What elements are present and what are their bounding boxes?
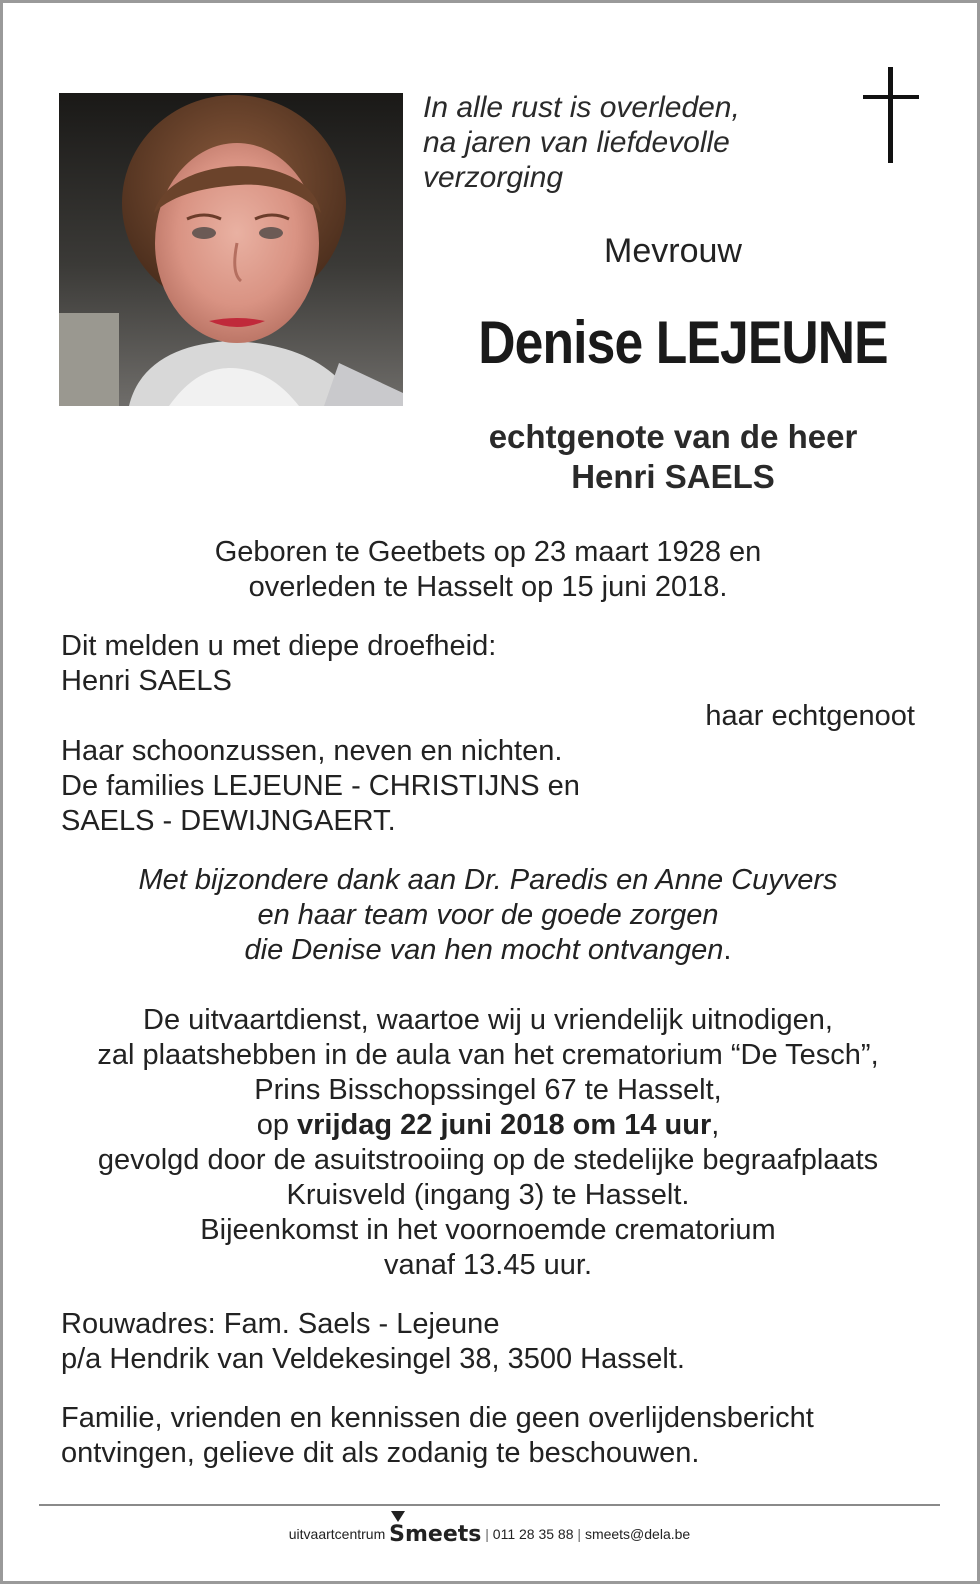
thanks-line: die Denise van hen mocht ontvangen	[244, 934, 724, 966]
spouse-line: echtgenote van de heer	[488, 418, 858, 455]
footer	[39, 1519, 940, 1550]
thanks-line: en haar team voor de goede zorgen	[257, 899, 719, 931]
footer-brand-logo: Smeets	[389, 1522, 482, 1547]
thanks-period: .	[723, 934, 732, 966]
service-date-prefix: op	[256, 1109, 298, 1141]
service-line: Bijeenkomst in het voornoemde crematorium	[200, 1214, 776, 1246]
family-line: De families LEJEUNE - CHRISTIJNS en	[61, 770, 580, 802]
footer-prefix: uitvaartcentrum	[288, 1526, 386, 1542]
announcement	[61, 629, 921, 839]
footer-separator: |	[577, 1526, 582, 1542]
cross-icon	[863, 67, 921, 163]
spouse-line: Henri SAELS	[571, 458, 775, 495]
birth-line: Geboren te Geetbets op 23 maart 1928 en	[214, 536, 762, 568]
service-line: De uitvaartdienst, waartoe wij u vriendelijk uitnodigen,	[143, 1004, 833, 1036]
address-line: Rouwadres: Fam. Saels - Lejeune	[61, 1308, 500, 1340]
service-date: vrijdag 22 juni 2018 om 14 uur	[297, 1109, 712, 1141]
intro-line: na jaren van liefdevolle	[423, 126, 730, 159]
service-line: gevolgd door de asuitstrooiing op de stedelijke begraafplaats	[97, 1144, 879, 1176]
deceased-name: Denise LEJEUNE	[478, 309, 888, 376]
family-line: SAELS - DEWIJNGAERT.	[61, 805, 396, 837]
footer-separator: |	[485, 1526, 489, 1542]
honorific: Mevrouw	[604, 232, 742, 270]
service-date-suffix: ,	[711, 1109, 720, 1141]
thanks-text	[63, 863, 913, 968]
birth-death-text	[63, 535, 913, 605]
husband-name: Henri SAELS	[61, 665, 232, 697]
family-line: Haar schoonzussen, neven en nichten.	[61, 735, 563, 767]
intro-line: verzorging	[423, 161, 564, 194]
portrait-photo	[59, 93, 403, 406]
husband-role: haar echtgenoot	[705, 700, 915, 732]
death-line: overleden te Hasselt op 15 juni 2018.	[248, 571, 728, 603]
footer-divider	[39, 1504, 940, 1506]
spouse-text	[433, 417, 913, 497]
notice-line: ontvingen, gelieve dit als zodanig te beschouwen.	[61, 1437, 700, 1469]
service-line: Kruisveld (ingang 3) te Hasselt.	[286, 1179, 690, 1211]
service-line: vanaf 13.45 uur.	[384, 1249, 592, 1281]
notice-line: Familie, vrienden en kennissen die geen overlijdensbericht	[61, 1402, 814, 1434]
intro-text	[423, 90, 740, 195]
announcement-intro: Dit melden u met diepe droefheid:	[61, 630, 497, 662]
footer-email[interactable]: smeets@dela.be	[584, 1526, 691, 1542]
service-line: Prins Bisschopssingel 67 te Hasselt,	[254, 1074, 722, 1106]
service-line: zal plaatshebben in de aula van het crematorium “De Tesch”,	[97, 1039, 879, 1071]
intro-line: In alle rust is overleden,	[423, 91, 740, 124]
footer-phone[interactable]: 011 28 35 88	[492, 1526, 574, 1542]
mourning-address	[61, 1307, 921, 1377]
thanks-line: Met bijzondere dank aan Dr. Paredis en Anne Cuyvers	[138, 864, 838, 896]
address-line: p/a Hendrik van Veldekesingel 38, 3500 Hasselt.	[61, 1343, 685, 1375]
notice-text	[61, 1401, 941, 1471]
service-date-line	[43, 1108, 933, 1143]
funeral-service-text	[43, 1003, 933, 1283]
